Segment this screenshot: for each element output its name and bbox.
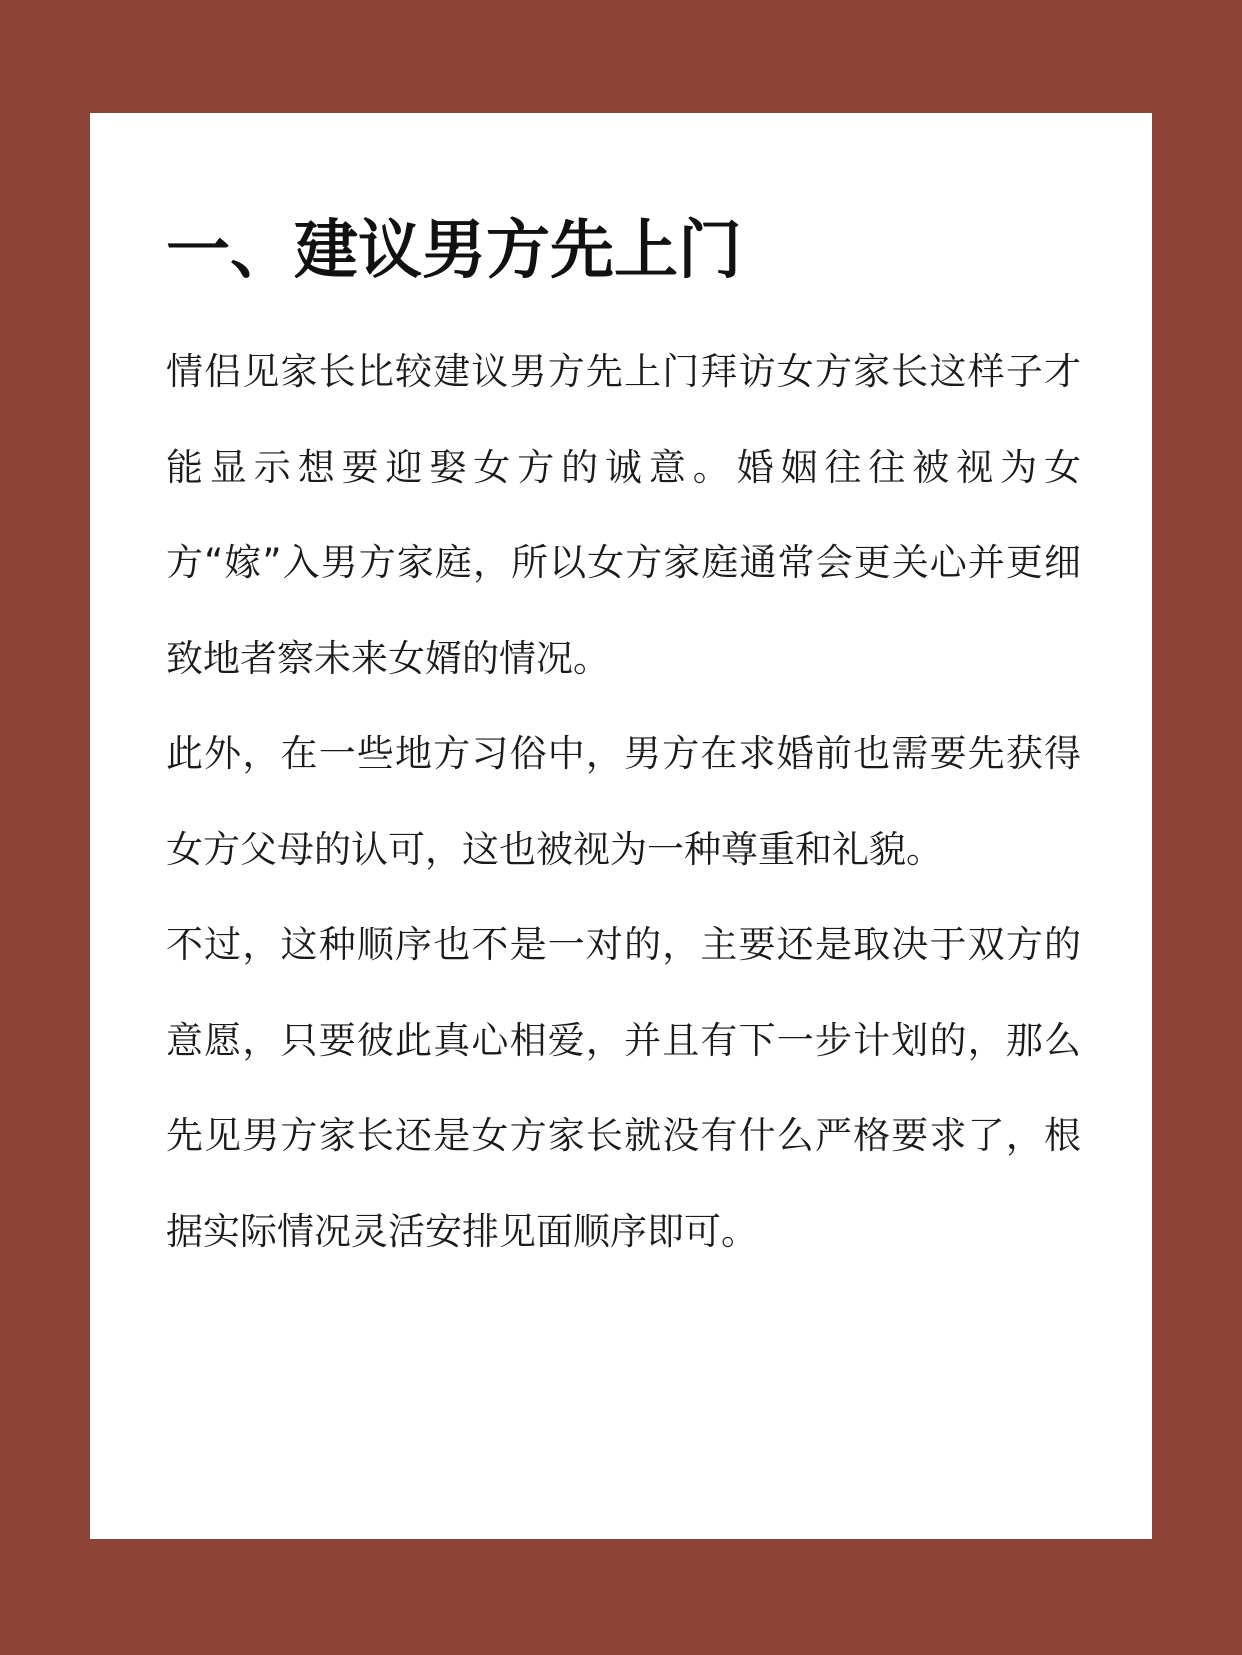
article-body: [166, 201, 1081, 1279]
article-title: 一、建议男方先上门: [166, 214, 742, 288]
content-card: [90, 113, 1152, 1539]
paragraph-1: 情侣见家长比较建议男方先上门拜访女方家长这样子才能显示想要迎娶女方的诚意。婚姻往往被视为女方“嫁”入男方家庭，所以女方家庭通常会更关心并更细致地者察未来女婿的情况。: [166, 350, 1081, 680]
paragraph-3: 不过，这种顺序也不是一对的，主要还是取决于双方的意愿，只要彼此真心相爱，并且有下一步计划的，那么先见男方家长还是女方家长就没有什么严格要求了，根据实际情况灵活安排见面顺序即可。: [166, 923, 1081, 1253]
paragraph-2: 此外，在一些地方习俗中，男方在求婚前也需要先获得女方父母的认可，这也被视为一种尊重和礼貌。: [166, 732, 1081, 871]
